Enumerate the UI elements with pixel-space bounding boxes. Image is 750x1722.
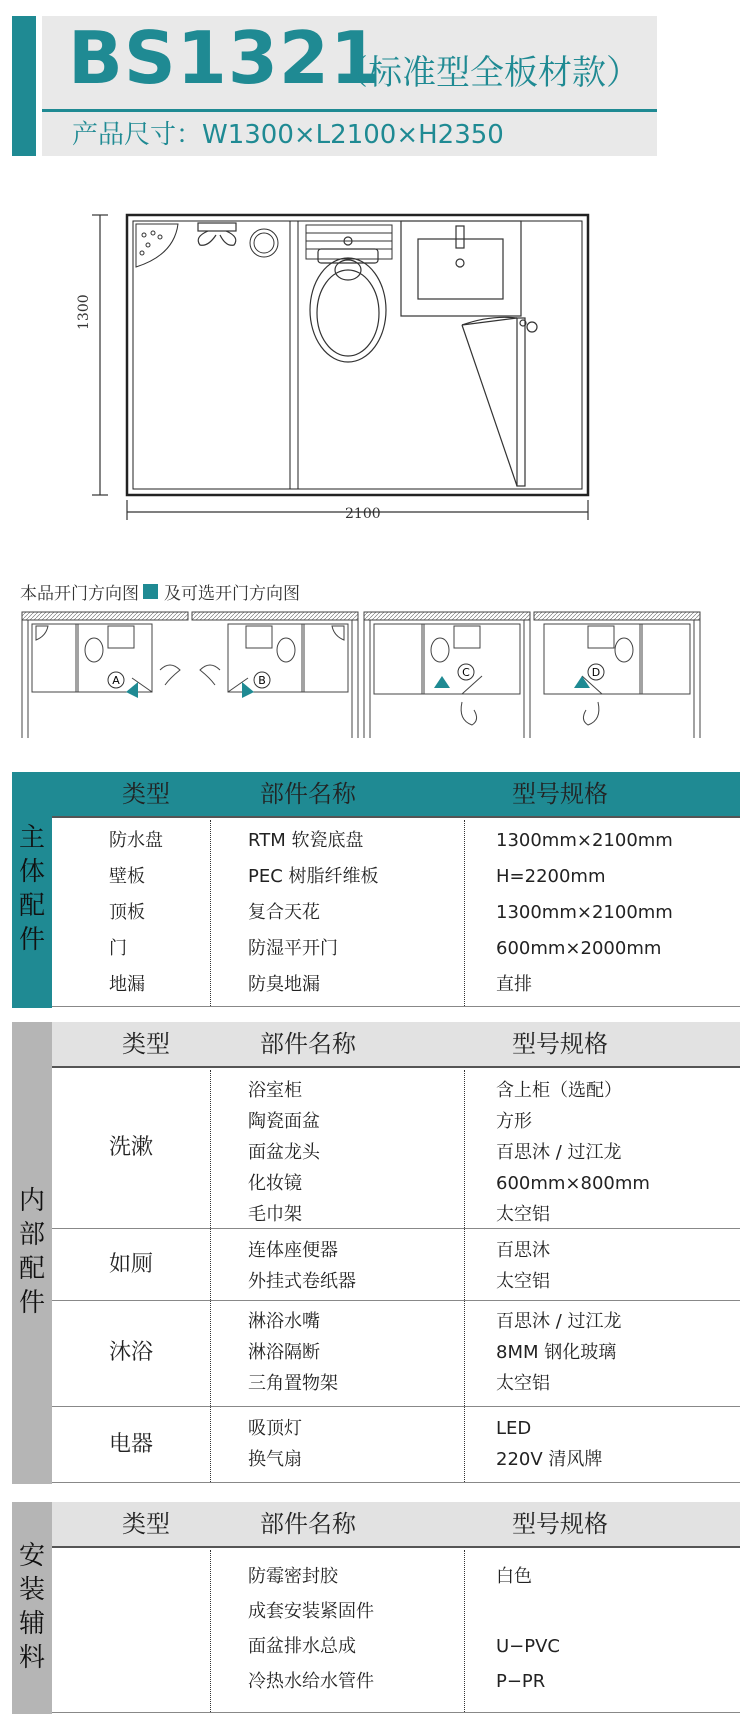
- inner-parts-side-label: 内 部 配 件: [12, 1022, 52, 1484]
- door-option-b-diagram: [190, 610, 360, 740]
- floor-plan: [70, 195, 610, 525]
- header-type: 类型: [122, 1510, 170, 1538]
- towel-rack-icon: [306, 225, 392, 259]
- door-option-a-letter: A: [112, 674, 120, 687]
- plan-height-label: 1300: [76, 294, 92, 330]
- legend-square-icon: [143, 584, 158, 599]
- product-dimensions: 产品尺寸：W1300×L2100×H2350: [72, 120, 504, 150]
- header-name: 部件名称: [260, 1510, 356, 1538]
- corner-shelf-icon: [136, 224, 178, 267]
- door-option-c-letter: C: [462, 666, 470, 679]
- shower-faucet-icon: [198, 223, 236, 245]
- floor-drain-icon: [250, 229, 278, 257]
- inner-parts-table: 内 部 配 件 类型 部件名称 型号规格 洗漱 浴室柜 含上柜（选配） 陶瓷面盆 方形 面盆龙头 百思沐 / 过江龙 化妆镜 600mm×800mm 毛巾架 太空铝 如厕 连体座便器 百思沐 外挂式卷纸器 太空铝 沐浴 淋浴水嘴 百思沐 / 过江龙 淋浴隔断 8MM 钢化玻璃 三角置物架 太空铝 电器 吸顶灯 LED 换气扇 220V 清风牌: [12, 1022, 740, 1484]
- door-option-b-letter: B: [258, 674, 266, 687]
- model-number: BS1321: [68, 16, 382, 100]
- door-direction-title: [20, 579, 300, 604]
- header-name: 部件名称: [260, 780, 356, 808]
- main-parts-table: 主 体 配 件 类型 部件名称 型号规格 防水盘 RTM 软瓷底盘 1300mm×2100mm 壁板 PEC 树脂纤维板 H=2200mm 顶板 复合天花 1300mm×2100mm 门 防湿平开门 600mm×2000mm 地漏 防臭地漏 直排: [12, 772, 740, 1008]
- header-type: 类型: [122, 1030, 170, 1058]
- door-title-part-b: 及可选开门方向图: [164, 584, 300, 604]
- install-parts-header: [52, 1502, 740, 1548]
- install-parts-table: 安 装 辅 料 类型 部件名称 型号规格 防霉密封胶 白色 成套安装紧固件 面盆排水总成 U−PVC 冷热水给水管件 P−PR: [12, 1502, 740, 1714]
- header-spec: 型号规格: [512, 1510, 608, 1538]
- model-subtitle: （标准型全板材款）: [334, 53, 640, 93]
- install-parts-side-label: 安 装 辅 料: [12, 1502, 52, 1714]
- door-option-d-diagram: [532, 610, 702, 740]
- header-divider: [42, 109, 657, 112]
- door-icon: [462, 317, 537, 486]
- plan-walls: [127, 215, 588, 495]
- toilet-icon: [310, 237, 386, 362]
- door-option-a-diagram: [20, 610, 190, 740]
- main-parts-side-label: 主 体 配 件: [12, 772, 52, 1008]
- header-banner: [12, 16, 657, 156]
- door-option-c-diagram: [362, 610, 532, 740]
- header-spec: 型号规格: [512, 780, 608, 808]
- inner-parts-header: [52, 1022, 740, 1068]
- plan-width-label: 2100: [345, 506, 381, 522]
- door-option-d-letter: D: [591, 666, 601, 679]
- header-spec: 型号规格: [512, 1030, 608, 1058]
- vanity-basin-icon: [401, 221, 521, 316]
- door-title-part-a: 本品开门方向图: [20, 584, 139, 604]
- header-accent-bar: [12, 16, 36, 156]
- header-name: 部件名称: [260, 1030, 356, 1058]
- header-type: 类型: [122, 780, 170, 808]
- main-parts-header: [52, 772, 740, 818]
